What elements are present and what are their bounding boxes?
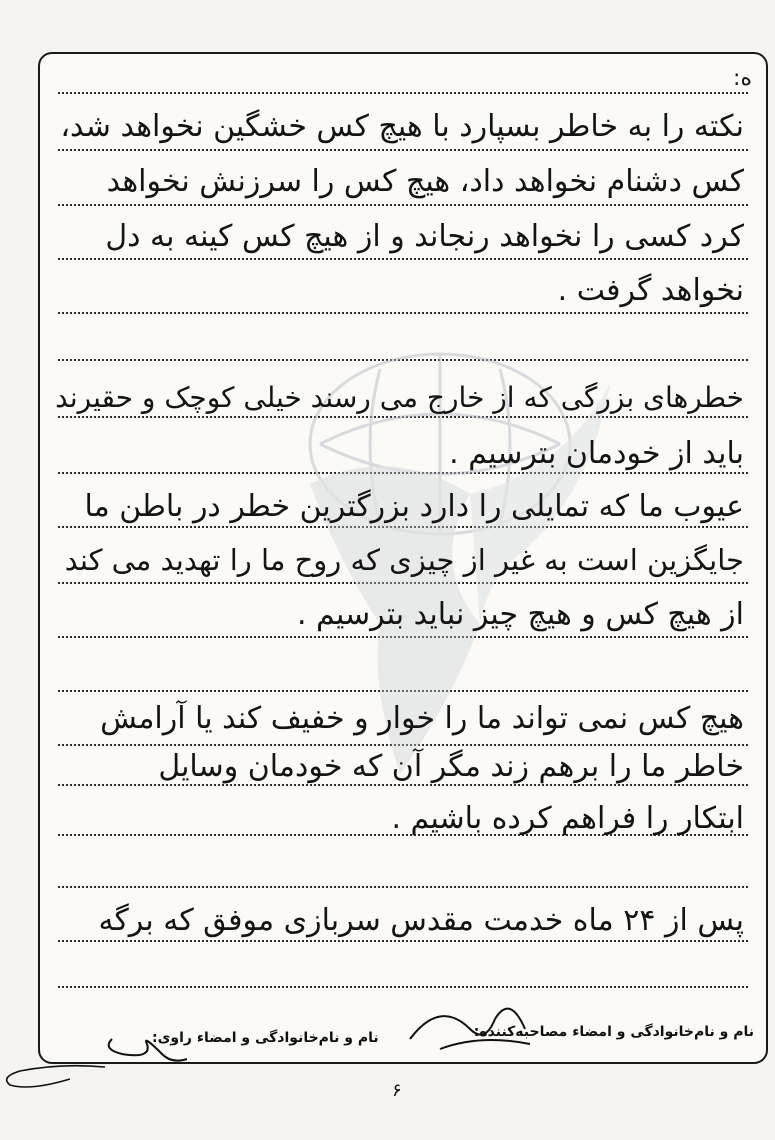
ruled-line bbox=[58, 204, 748, 206]
ruled-line bbox=[58, 886, 748, 888]
ruled-line bbox=[58, 784, 748, 786]
handwritten-line: نخواهد گرفت . bbox=[557, 273, 744, 308]
ruled-line bbox=[58, 149, 748, 151]
handwritten-line: باید از خودمان بترسیم . bbox=[449, 436, 744, 471]
ruled-line bbox=[58, 92, 748, 94]
handwritten-line: عیوب ما که تمایلی را دارد بزرگترین خطر در باطن ما bbox=[84, 489, 744, 524]
ruled-line bbox=[58, 258, 748, 260]
handwritten-line: کرد کسی را نخواهد رنجاند و از هیچ کس کینه به دل bbox=[105, 219, 744, 254]
handwritten-line: ابتکار را فراهم کرده باشیم . bbox=[391, 801, 744, 836]
header-mark: ه: bbox=[733, 66, 752, 91]
handwritten-line: خطرهای بزرگی که از خارج می رسند خیلی کوچک و حقیرند bbox=[55, 381, 744, 414]
handwritten-line: پس از ۲۴ ماه خدمت مقدس سربازی موفق که برگه bbox=[98, 903, 744, 938]
handwritten-line: از هیچ کس و هیچ چیز نباید بترسیم . bbox=[296, 597, 744, 632]
narrator-signature-label: نام و نام‌خانوادگی و امضاء راوی: bbox=[152, 1030, 379, 1046]
ruled-line bbox=[58, 312, 748, 314]
handwritten-line: خاطر ما را برهم زند مگر آن که خودمان وسایل bbox=[158, 749, 744, 784]
page-number: ۶ bbox=[392, 1080, 402, 1101]
ruled-line bbox=[58, 986, 748, 988]
ruled-line bbox=[58, 940, 748, 942]
notebook-page-frame bbox=[38, 52, 768, 1064]
handwritten-line: کس دشنام نخواهد داد، هیچ کس را سرزنش نخواهد bbox=[106, 164, 744, 199]
handwritten-line: جایگزین است به غیر از چیزی که روح ما را تهدید می کند bbox=[64, 543, 744, 577]
signature-flourish bbox=[0, 1055, 110, 1095]
handwritten-line: نکته را به خاطر بسپارد با هیچ کس خشگین نخواهد شد، bbox=[60, 109, 744, 144]
interviewer-signature bbox=[400, 999, 540, 1059]
handwritten-line: هیچ کس نمی تواند ما را خوار و خفیف کند یا آرامش bbox=[100, 701, 744, 736]
interviewer-signature-label: نام و نام‌خانوادگی و امضاء مصاحبه‌کننده: bbox=[473, 1024, 754, 1040]
